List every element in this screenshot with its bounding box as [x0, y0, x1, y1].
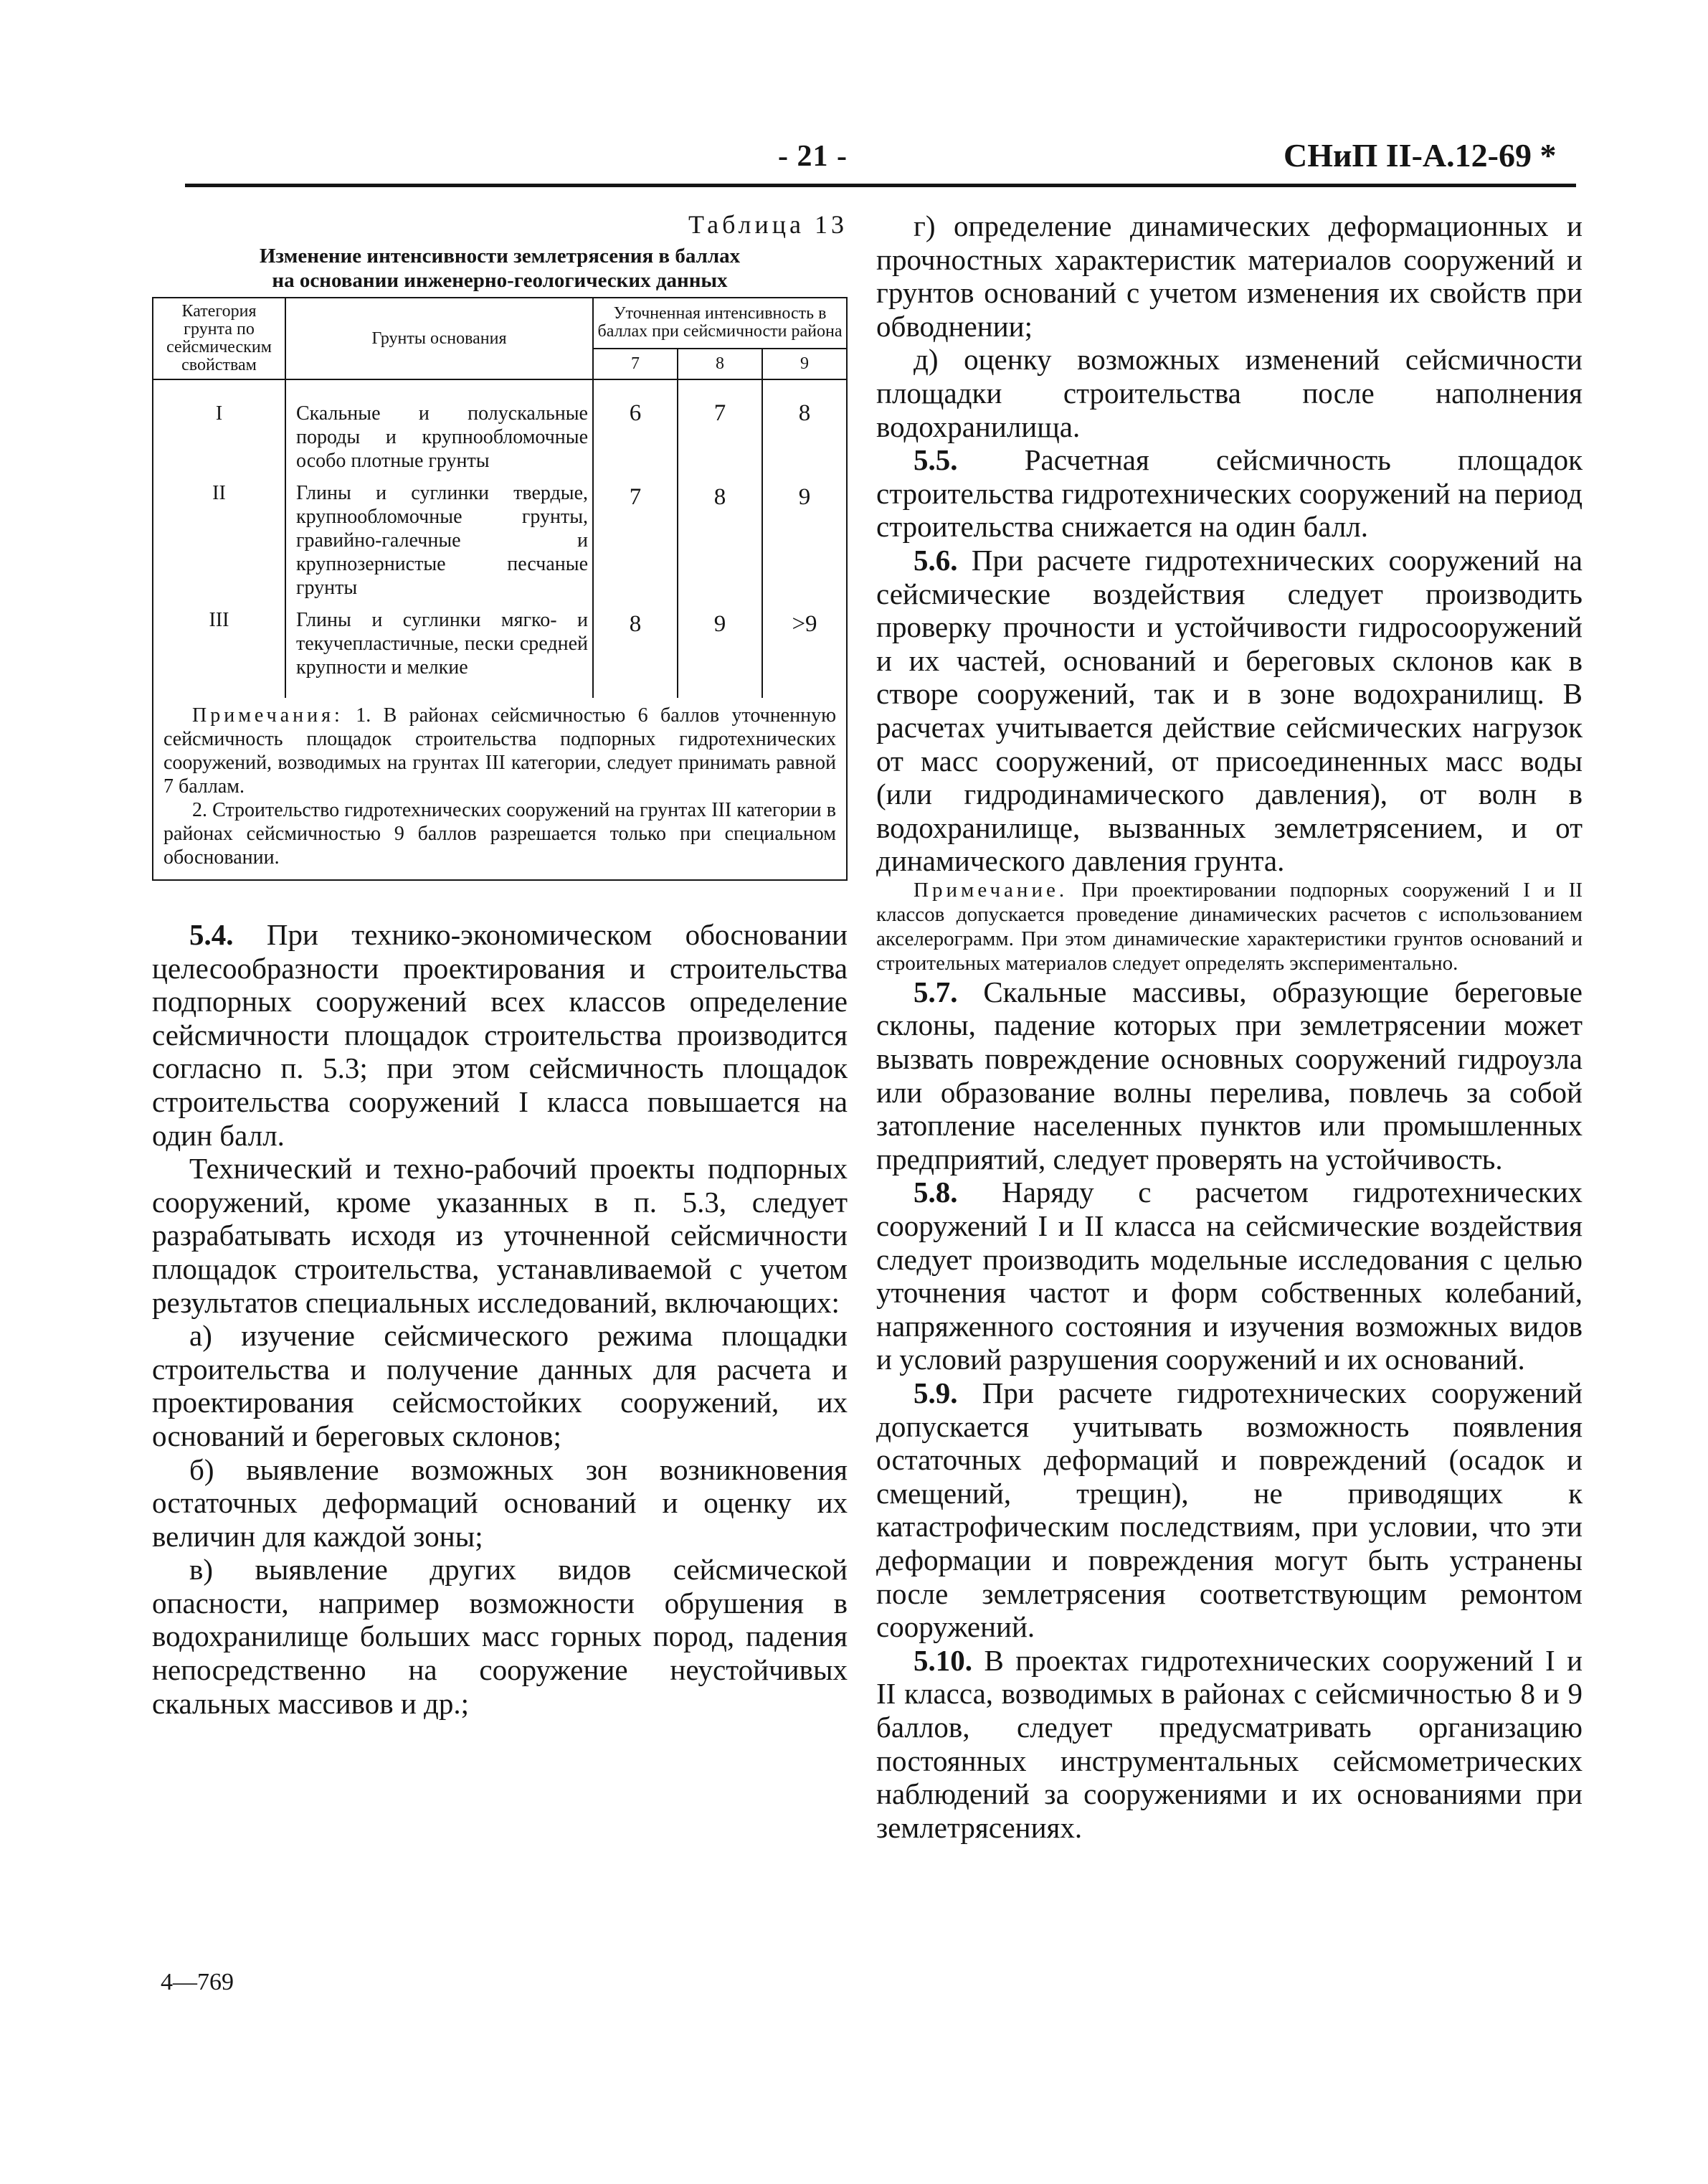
- table-note-1-text: 1. В районах сейсмичностью 6 баллов уточненную сейсмичность площадок строительства подпорных гидротехнических сооружений, возводимых на грунтах III категории, следует принимать равной 7 баллам.: [163, 704, 837, 798]
- right-column: [876, 209, 1583, 1844]
- paragraph-text: Наряду с расчетом гидротехнических сооружений I и II класса на сейсмические воздействия следует производить модельные исследования с целью уточнения частот и форм собственных колебаний, напряженного состояния и изучения возможных видов и условий разрушения сооружений и их оснований.: [876, 1176, 1583, 1376]
- paragraph-5-10: [876, 1644, 1583, 1845]
- table-note-1: [163, 704, 836, 798]
- row-value: 8: [762, 379, 847, 477]
- col-header-intensity-9: 9: [762, 349, 847, 379]
- list-item-d: д) оценку возможных изменений сейсмичности площадки строительства после наполнения водохранилища.: [876, 343, 1583, 443]
- table-notes: [152, 698, 848, 881]
- note-text: При проектировании подпорных сооружений I и II классов допускается проведение динамических расчетов с использованием акселерограмм. При этом динамические характеристики грунтов оснований и строительных материалов следует определять экспериментально.: [876, 878, 1583, 975]
- paragraph-5-9: [876, 1376, 1583, 1644]
- table-title-line-1: Изменение интенсивности землетрясения в баллах: [259, 245, 741, 268]
- table-title-line-2: на основании инженерно-геологических данных: [272, 269, 728, 292]
- list-item-v: в) выявление других видов сейсмической опасности, например возможности обрушения в водохранилище больших масс горных пород, падения непосредственно на сооружение неустойчивых скальных массивов и др.;: [152, 1553, 848, 1720]
- row-value: 9: [762, 477, 847, 604]
- left-body-text: [152, 918, 848, 1720]
- document-code: СНиП II-А.12-69 *: [1284, 137, 1557, 174]
- row-value: 8: [678, 477, 762, 604]
- left-column: [152, 209, 848, 1720]
- row-value: >9: [762, 604, 847, 698]
- paragraph-text: При расчете гидротехнических сооружений на сейсмические воздействия следует производить проверку прочности и устойчивости гидросооружений и их частей, оснований и береговых склонов как в створе сооружений, так и в зоне водохранилищ. В расчетах учитывается действие сейсмических нагрузок от масс сооружений, от присоединенных масс воды (или гидродинамического давления), от волн в водохранилище, вызванных землетрясением, и от динамического давления грунта.: [876, 543, 1583, 878]
- row-value: 7: [678, 379, 762, 477]
- paragraph-number: 5.8.: [914, 1176, 958, 1209]
- table-row: [153, 604, 847, 698]
- col-header-intensity: Уточненная интенсивность в баллах при сейсмичности района: [593, 298, 847, 349]
- paragraph-text: Скальные массивы, образующие береговые склоны, падение которых при землетрясении может вызвать повреждение основных сооружений гидроузла или образование волны перелива, повлечь за собой затопление населенных пунктов или промышленных предприятий, следует проверять на устойчивость.: [876, 975, 1583, 1176]
- paragraph-number: 5.4.: [189, 918, 234, 951]
- table-label: Таблица 13: [688, 210, 848, 239]
- table-title: [152, 244, 848, 293]
- col-header-intensity-8: 8: [678, 349, 762, 379]
- row-soil: Скальные и полускальные породы и крупнообломочные особо плотные грунты: [285, 379, 593, 477]
- paragraph-text: В проектах гидротехнических сооружений I и II класса, возводимых в районах с сейсмичностью 8 и 9 баллов, следует предусматривать организацию постоянных инструментальных сейсмометрических наблюдений за сооружениями и их основаниями при землетрясениях.: [876, 1643, 1583, 1844]
- col-header-soil: Грунты основания: [285, 298, 593, 379]
- page-number: - 21 -: [778, 140, 848, 173]
- paragraph-5-5: [876, 443, 1583, 544]
- row-value: 8: [593, 604, 678, 698]
- paragraph-number: 5.6.: [914, 543, 958, 577]
- paragraph-5-6: [876, 544, 1583, 878]
- paragraph-number: 5.5.: [914, 443, 958, 477]
- paragraph-text: При расчете гидротехнических сооружений допускается учитывать возможность появления остаточных деформаций и повреждений (осадок и смещений, трещин), не приводящих к катастрофическим последствиям, при условии, что эти деформации и повреждения могут быть устранены после землетрясения соответствующим ремонтом сооружений.: [876, 1376, 1583, 1644]
- paragraph-5-8: [876, 1176, 1583, 1376]
- table-note-2: 2. Строительство гидротехнических сооружений на грунтах III категории в районах сейсмичностью 9 баллов разрешается только при специальном обосновании.: [163, 799, 836, 869]
- list-item-a: а) изучение сейсмического режима площадки строительства и получение данных для расчета и проектирования сейсмостойких сооружений, их оснований и береговых склонов;: [152, 1319, 848, 1452]
- paragraph-number: 5.10.: [914, 1643, 972, 1677]
- row-value: 6: [593, 379, 678, 477]
- header-rule: [185, 184, 1576, 187]
- col-header-category: Категория грунта по сейсмическим свойствам: [153, 298, 285, 379]
- table-row: [153, 379, 847, 477]
- paragraph-5-4: [152, 918, 848, 1152]
- row-soil: Глины и суглинки мягко- и текучепластичные, пески средней крупности и мелкие: [285, 604, 593, 698]
- footer-code: 4—769: [161, 1969, 234, 1995]
- row-category: III: [153, 604, 285, 698]
- paragraph-5-7: [876, 975, 1583, 1176]
- list-item-g: г) определение динамических деформационных и прочностных характеристик материалов сооружений и грунтов оснований с учетом изменения их свойств при обводнении;: [876, 209, 1583, 343]
- paragraph-note: [876, 878, 1583, 975]
- list-item-b: б) выявление возможных зон возникновения остаточных деформаций оснований и оценку их величин для каждой зоны;: [152, 1452, 848, 1553]
- row-category: I: [153, 379, 285, 477]
- table-notes-title: Примечания:: [192, 704, 343, 727]
- row-value: 9: [678, 604, 762, 698]
- paragraph-number: 5.9.: [914, 1376, 958, 1409]
- row-value: 7: [593, 477, 678, 604]
- table-row: [153, 477, 847, 604]
- row-category: II: [153, 477, 285, 604]
- col-header-intensity-7: 7: [593, 349, 678, 379]
- paragraph-5-4-continued: Технический и техно-рабочий проекты подпорных сооружений, кроме указанных в п. 5.3, следует разрабатывать исходя из уточненной сейсмичности площадок строительства, устанавливаемой с учетом результатов специальных исследований, включающих:: [152, 1152, 848, 1319]
- seismic-table: [152, 297, 848, 698]
- row-soil: Глины и суглинки твердые, крупнообломочные грунты, гравийно-галечные и крупнозернистые песчаные грунты: [285, 477, 593, 604]
- paragraph-number: 5.7.: [914, 975, 958, 1008]
- paragraph-text: Расчетная сейсмичность площадок строительства гидротехнических сооружений на период строительства снижается на один балл.: [876, 443, 1583, 544]
- note-title: Примечание.: [914, 878, 1068, 902]
- paragraph-text: При технико-экономическом обосновании целесообразности проектирования и строительства подпорных сооружений всех классов определение сейсмичности площадок строительства производится согласно п. 5.3; при этом сейсмичность площадок строительства сооружений I класса повышается на один балл.: [152, 918, 848, 1152]
